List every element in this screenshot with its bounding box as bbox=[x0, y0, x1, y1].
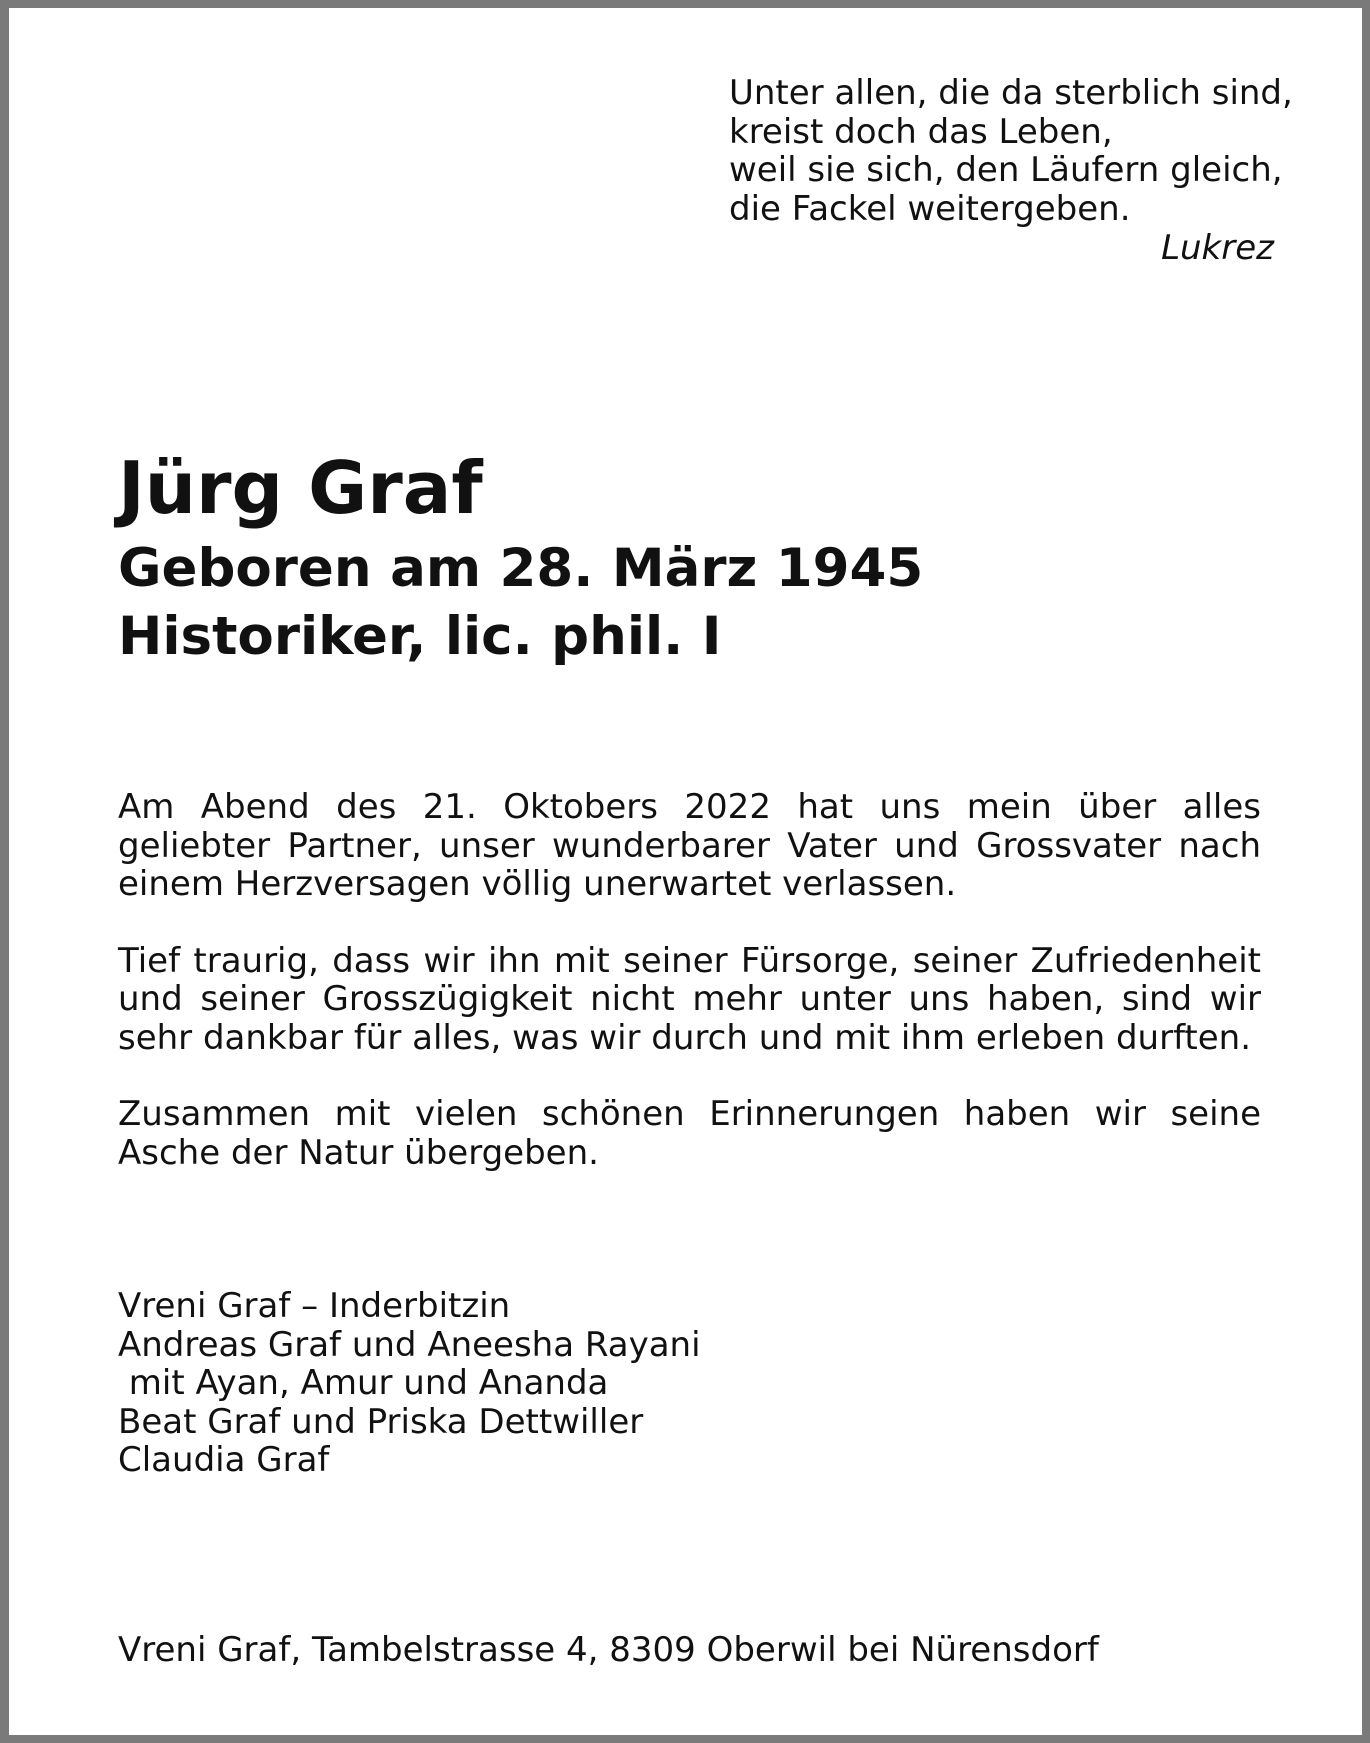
deceased-details bbox=[118, 535, 923, 671]
birth-date: Geboren am 28. März 1945 bbox=[118, 538, 924, 599]
poem-line: kreist doch das Leben, bbox=[729, 111, 1113, 152]
obituary-text bbox=[118, 788, 1261, 1210]
poem-author: Lukrez bbox=[1161, 228, 1274, 268]
obituary-page bbox=[9, 8, 1362, 1735]
signer: Beat Graf und Priska Dettwiller bbox=[118, 1401, 644, 1442]
deceased-name: Jürg Graf bbox=[118, 446, 483, 530]
profession: Historiker, lic. phil. I bbox=[118, 606, 722, 667]
contact-address: Vreni Graf, Tambelstrasse 4, 8309 Oberwil bei Nürensdorf bbox=[118, 1630, 1099, 1670]
poem-line: die Fackel weitergeben. bbox=[729, 188, 1131, 229]
paragraph: Am Abend des 21. Oktobers 2022 hat uns mein über alles geliebter Partner, unser wunderbarer Vater und Grossvater nach einem Herzversagen völlig unerwartet verlassen. bbox=[118, 787, 1261, 904]
signer: Andreas Graf und Aneesha Rayani bbox=[118, 1324, 701, 1365]
paragraph: Zusammen mit vielen schönen Erinnerungen haben wir seine Asche der Natur übergeben. bbox=[118, 1094, 1261, 1173]
signer: Claudia Graf bbox=[118, 1440, 330, 1480]
signers-list bbox=[118, 1287, 701, 1480]
paragraph: Tief traurig, dass wir ihn mit seiner Fürsorge, seiner Zufriedenheit und seiner Grosszügigkeit nicht mehr unter uns haben, sind wir sehr dankbar für alles, was wir durch und mit ihm erleben durften. bbox=[118, 940, 1261, 1058]
signer: Vreni Graf – Inderbitzin bbox=[118, 1286, 511, 1326]
poem-line: weil sie sich, den Läufern gleich, bbox=[729, 150, 1283, 190]
poem-line: Unter allen, die da sterblich sind, bbox=[729, 73, 1293, 113]
poem-block bbox=[729, 73, 1293, 268]
signer: mit Ayan, Amur und Ananda bbox=[118, 1363, 609, 1403]
